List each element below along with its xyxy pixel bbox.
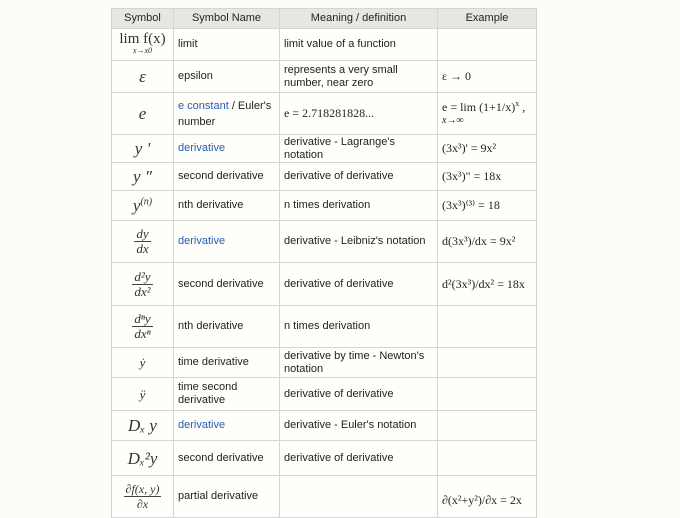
table-row xyxy=(112,441,537,476)
table-row xyxy=(112,378,537,411)
table-row xyxy=(112,191,537,221)
fraction-numerator: ∂f(x, y) xyxy=(125,482,160,496)
meaning-cell: derivative by time - Newton's notation xyxy=(280,348,438,378)
meaning-cell: e = 2.718281828... xyxy=(280,93,438,135)
example-cell: ∂(x²+y²)/∂x = 2x xyxy=(438,476,537,518)
symbol-cell xyxy=(112,476,174,518)
fraction-numerator: dy xyxy=(136,226,149,241)
meaning-cell: derivative of derivative xyxy=(280,163,438,191)
name-cell: second derivative xyxy=(174,441,280,476)
example-under: x→∞ xyxy=(442,114,464,126)
name-cell: time derivative xyxy=(174,348,280,378)
fraction-numerator: d²y xyxy=(134,268,151,284)
table-row xyxy=(112,476,537,518)
table-row xyxy=(112,29,537,61)
example-cell xyxy=(438,348,537,378)
meaning-cell: derivative of derivative xyxy=(280,441,438,476)
table-row xyxy=(112,306,537,348)
meaning-cell xyxy=(280,476,438,518)
name-cell: nth derivative xyxy=(174,191,280,221)
derivative-link[interactable]: derivative xyxy=(174,411,280,441)
example-cell: d(3x³)/dx = 9x² xyxy=(438,221,537,263)
meaning-cell: n times derivation xyxy=(280,306,438,348)
meaning-cell: represents a very small number, near zero xyxy=(280,61,438,93)
symbol-text: lim f(x) xyxy=(119,30,166,47)
table-row xyxy=(112,135,537,163)
symbol-superscript: (n) xyxy=(140,196,153,208)
derivative-link[interactable]: derivative xyxy=(174,135,280,163)
table-row xyxy=(112,163,537,191)
example-cell xyxy=(438,411,537,441)
example-cell: (3x³)" = 18x xyxy=(438,163,537,191)
symbol-cell xyxy=(112,263,174,306)
fraction-denominator: dxⁿ xyxy=(134,326,151,341)
meaning-cell: derivative - Leibniz's notation xyxy=(280,221,438,263)
name-cell: limit xyxy=(174,29,280,61)
meaning-cell: limit value of a function xyxy=(280,29,438,61)
name-cell: nth derivative xyxy=(174,306,280,348)
meaning-cell: derivative - Lagrange's notation xyxy=(280,135,438,163)
derivative-link[interactable]: derivative xyxy=(174,221,280,263)
symbol-cell: ÿ xyxy=(112,378,174,411)
symbol-cell: y " xyxy=(112,163,174,191)
table-row xyxy=(112,348,537,378)
symbol-cell: Dₓ²y xyxy=(112,441,174,476)
table-row xyxy=(112,221,537,263)
meaning-cell: derivative of derivative xyxy=(280,378,438,411)
example-cell xyxy=(438,93,537,135)
name-cell: epsilon xyxy=(174,61,280,93)
symbol-cell: e xyxy=(112,93,174,135)
example-cell: d²(3x³)/dx² = 18x xyxy=(438,263,537,306)
name-cell: time second derivative xyxy=(174,378,280,411)
meaning-cell: derivative of derivative xyxy=(280,263,438,306)
example-tail: , xyxy=(519,99,526,114)
name-cell: second derivative xyxy=(174,263,280,306)
example-cell xyxy=(438,441,537,476)
example-sup: x xyxy=(515,98,520,108)
example-cell: (3x³)⁽³⁾ = 18 xyxy=(438,191,537,221)
symbol-text: y xyxy=(132,196,141,215)
name-rest: / Euler's number xyxy=(178,99,272,128)
symbol-cell xyxy=(112,306,174,348)
meaning-cell: n times derivation xyxy=(280,191,438,221)
name-cell: partial derivative xyxy=(174,476,280,518)
table-row xyxy=(112,263,537,306)
example-text: e = lim (1+1/x) xyxy=(442,99,516,114)
symbol-cell xyxy=(112,191,174,221)
name-cell: second derivative xyxy=(174,163,280,191)
symbol-cell: ẏ xyxy=(112,348,174,378)
header-symbol-name: Symbol Name xyxy=(174,9,280,29)
fraction-denominator: dx xyxy=(136,241,149,256)
symbol-cell xyxy=(112,29,174,61)
example-cell xyxy=(438,29,537,61)
symbol-cell: ε xyxy=(112,61,174,93)
example-cell: (3x³)' = 9x² xyxy=(438,135,537,163)
example-cell xyxy=(438,306,537,348)
name-cell xyxy=(174,93,280,135)
table-row xyxy=(112,411,537,441)
e-constant-link[interactable]: e constant xyxy=(178,99,229,112)
table-row xyxy=(112,93,537,135)
fraction-denominator: ∂x xyxy=(136,497,149,511)
example-cell: ε → 0 xyxy=(438,61,537,93)
symbol-cell xyxy=(112,221,174,263)
math-symbols-table xyxy=(111,8,537,518)
header-example: Example xyxy=(438,9,537,29)
symbol-cell: y ' xyxy=(112,135,174,163)
symbol-cell: Dₓ y xyxy=(112,411,174,441)
table-header-row xyxy=(112,9,537,29)
table-row xyxy=(112,61,537,93)
symbol-subscript: x→x0 xyxy=(132,45,153,55)
header-meaning: Meaning / definition xyxy=(280,9,438,29)
meaning-cell: derivative - Euler's notation xyxy=(280,411,438,441)
fraction-denominator: dx² xyxy=(134,283,151,299)
header-symbol: Symbol xyxy=(112,9,174,29)
example-cell xyxy=(438,378,537,411)
fraction-numerator: dⁿy xyxy=(134,311,151,326)
